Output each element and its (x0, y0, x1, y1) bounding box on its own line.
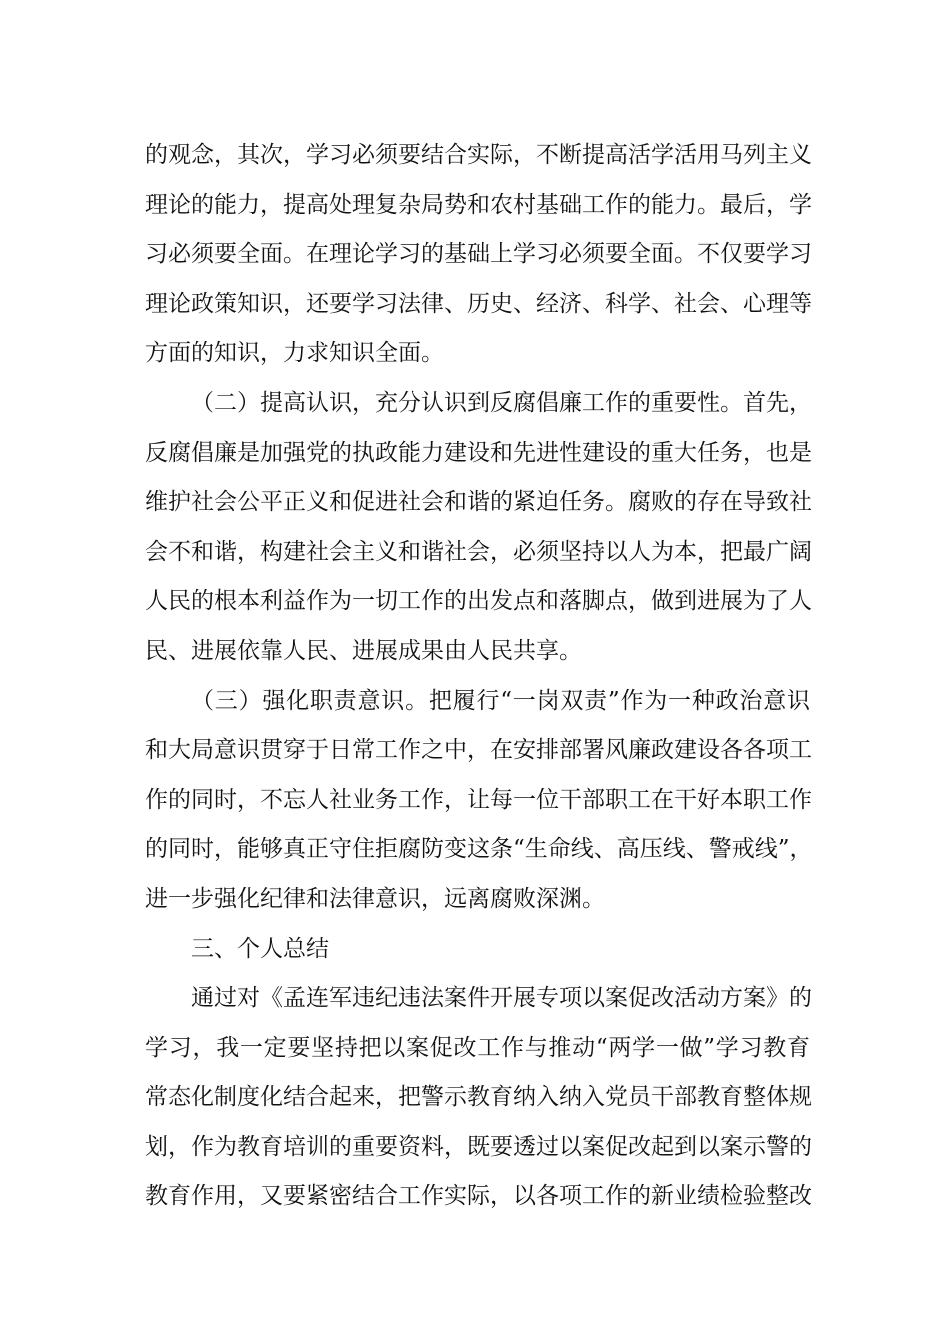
text-line: （三）强化职责意识。把履行“一岗双责”作为一种政治意识 (191, 687, 810, 714)
text-line: （二）提高认识，充分认识到反腐倡廉工作的重要性。首先， (191, 389, 812, 416)
text-line: 三、个人总结 (191, 935, 329, 962)
text-line: 会不和谐，构建社会主义和谐社会，必须坚持以人为本，把最广阔 (145, 538, 812, 565)
document-body (145, 131, 813, 1222)
text-line: 方面的知识，力求知识全面。 (145, 340, 444, 367)
text-line: 通过对《孟连军违纪违法案件开展专项以案促改活动方案》的 (191, 985, 812, 1012)
text-line: 的同时，能够真正守住拒腐防变这条“生命线、高压线、警戒线”， (145, 836, 813, 863)
text-line: 进一步强化纪律和法律意识，远离腐败深渊。 (145, 885, 605, 912)
text-line: 常态化制度化结合起来，把警示教育纳入纳入党员干部教育整体规 (145, 1084, 812, 1111)
text-line: 民、进展依靠人民、进展成果由人民共享。 (145, 637, 582, 664)
text-line: 反腐倡廉是加强党的执政能力建设和先进性建设的重大任务，也是 (145, 439, 812, 466)
text-line: 维护社会公平正义和促进社会和谐的紧迫任务。腐败的存在导致社 (145, 489, 812, 516)
text-line: 学习，我一定要坚持把以案促改工作与推动“两学一做”学习教育 (145, 1034, 810, 1061)
text-line: 理论的能力，提高处理复杂局势和农村基础工作的能力。最后，学 (145, 191, 812, 218)
text-line: 作的同时，不忘人社业务工作，让每一位干部职工在干好本职工作 (145, 786, 812, 813)
text-line: 教育作用，又要紧密结合工作实际，以各项工作的新业绩检验整改 (145, 1183, 812, 1210)
text-line: 的观念，其次，学习必须要结合实际，不断提高活学活用马列主义 (145, 142, 812, 168)
text-line: 理论政策知识，还要学习法律、历史、经济、科学、社会、心理等 (145, 290, 812, 317)
text-line: 和大局意识贯穿于日常工作之中，在安排部署风廉政建设各各项工 (145, 737, 812, 764)
text-line: 习必须要全面。在理论学习的基础上学习必须要全面。不仅要学习 (145, 241, 812, 268)
text-line: 划，作为教育培训的重要资料，既要透过以案促改起到以案示警的 (145, 1133, 812, 1160)
text-line: 人民的根本利益作为一切工作的出发点和落脚点，做到进展为了人 (145, 588, 812, 615)
